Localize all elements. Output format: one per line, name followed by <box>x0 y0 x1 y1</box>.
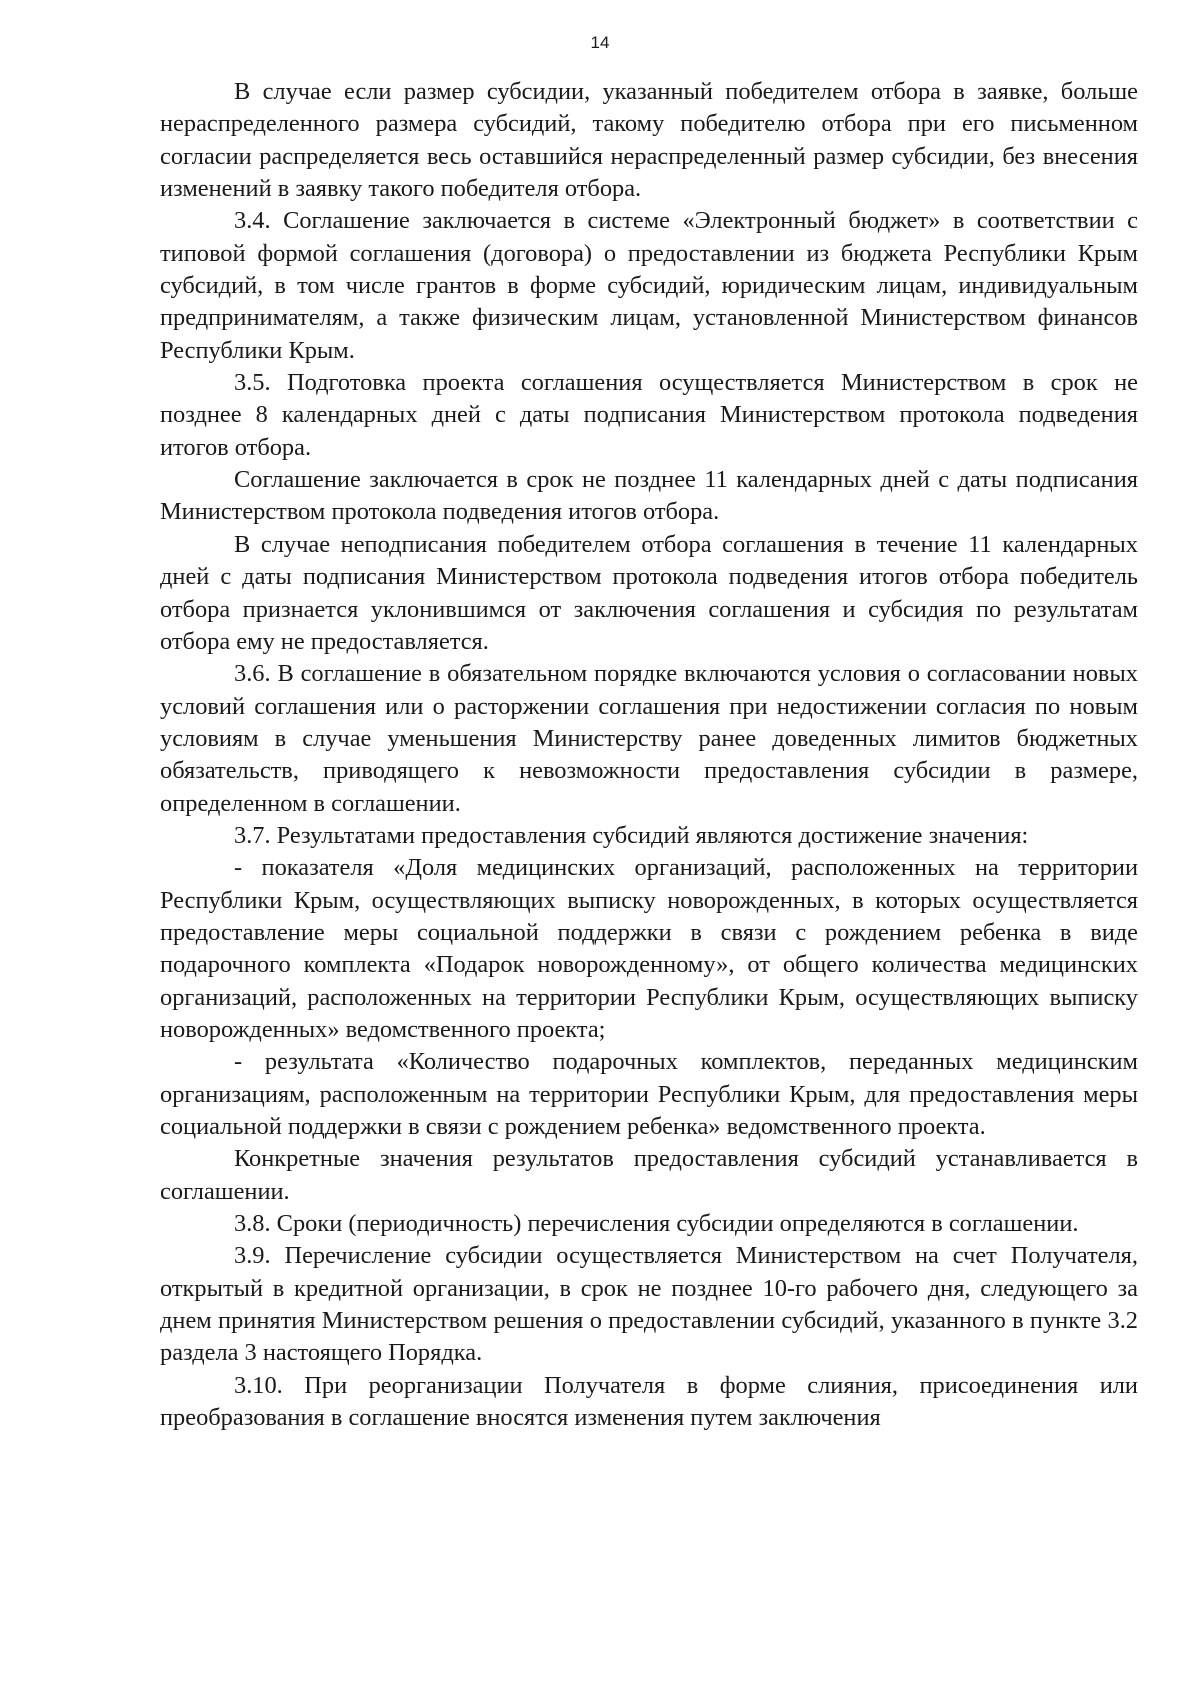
paragraph-3-5: 3.5. Подготовка проекта соглашения осуществляется Министерством в срок не позднее 8 календарных дней с даты подписания Министерством протокола подведения итогов отбора. <box>160 369 1138 461</box>
list-item-result: - результата «Количество подарочных комплектов, переданных медицинским организациям, расположенным на территории Республики Крым, для предоставления меры социальной поддержки в связи с рождением ребенка» ведомственного проекта. <box>160 1048 1138 1140</box>
paragraph-subsidy-remainder: В случае если размер субсидии, указанный победителем отбора в заявке, больше нераспределенного размера субсидий, такому победителю отбора при его письменном согласии распределяется весь оставшийся нераспределенный размер субсидии, без внесения изменений в заявку такого победителя отбора. <box>160 78 1138 203</box>
paragraph-3-4: 3.4. Соглашение заключается в системе «Электронный бюджет» в соответствии с типовой формой соглашения (договора) о предоставлении из бюджета Республики Крым субсидий, в том числе грантов в форме субсидий, юридическим лицам, индивидуальным предпринимателям, а также физическим лицам, установленной Министерством финансов Республики Крым. <box>160 207 1138 364</box>
paragraph-3-6: 3.6. В соглашение в обязательном порядке включаются условия о согласовании новых условий соглашения или о расторжении соглашения при недостижении согласия по новым условиям в случае уменьшения Министерству ранее доведенных лимитов бюджетных обязательств, приводящего к невозможности предоставления субсидии в размере, определенном в соглашении. <box>160 660 1138 817</box>
document-body <box>160 76 1138 1434</box>
paragraph-3-8: 3.8. Сроки (периодичность) перечисления субсидии определяются в соглашении. <box>234 1210 1079 1238</box>
paragraph-non-signing: В случае неподписания победителем отбора соглашения в течение 11 календарных дней с даты подписания Министерством протокола подведения итогов отбора победитель отбора признается уклонившимся от заключения соглашения и субсидия по результатам отбора ему не предоставляется. <box>160 530 1138 655</box>
paragraph-specific-values: Конкретные значения результатов предоставления субсидий устанавливается в соглашении. <box>160 1145 1138 1205</box>
paragraph-3-7: 3.7. Результатами предоставления субсидий являются достижение значения: <box>234 821 1029 849</box>
paragraph-3-9: 3.9. Перечисление субсидии осуществляется Министерством на счет Получателя, открытый в кредитной организации, в срок не позднее 10-го рабочего дня, следующего за днем принятия Министерством решения о предоставлении субсидий, указанного в пункте 3.2 раздела 3 настоящего Порядка. <box>160 1242 1138 1367</box>
paragraph-agreement-term: Соглашение заключается в срок не позднее 11 календарных дней с даты подписания Министерством протокола подведения итогов отбора. <box>160 466 1138 526</box>
page-number: 14 <box>590 33 610 52</box>
paragraph-3-10: 3.10. При реорганизации Получателя в форме слияния, присоединения или преобразования в соглашение вносятся изменения путем заключения <box>160 1371 1138 1432</box>
list-item-indicator: - показателя «Доля медицинских организаций, расположенных на территории Республики Крым, осуществляющих выписку новорожденных, в которых осуществляется предоставление меры социальной поддержки в связи с рождением ребенка в виде подарочного комплекта «Подарок новорожденному», от общего количества медицинских организаций, расположенных на территории Республики Крым, осуществляющих выписку новорожденных» ведомственного проекта; <box>160 854 1138 1043</box>
